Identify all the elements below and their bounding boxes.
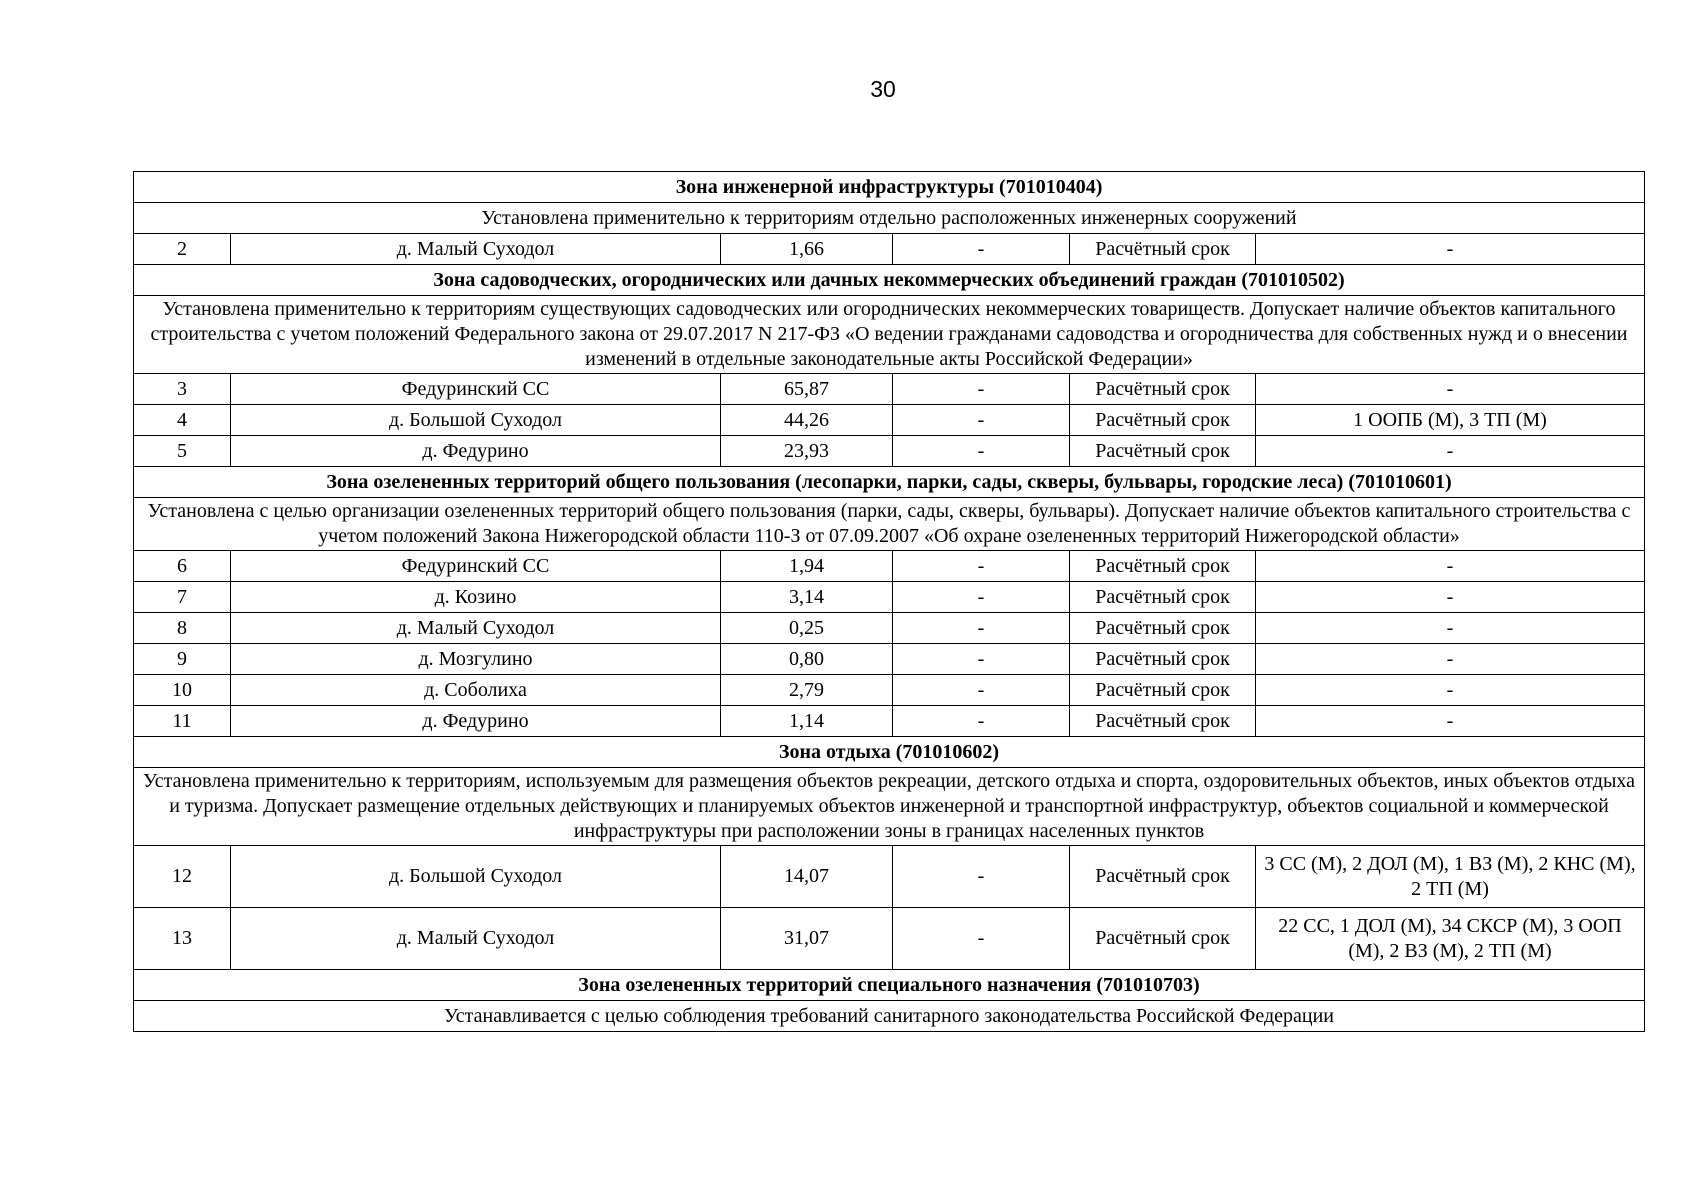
row-area: 23,93 — [721, 436, 893, 467]
row-objects: - — [1256, 644, 1645, 675]
row-objects: - — [1256, 436, 1645, 467]
zone-description: Установлена применительно к территориям существующих садоводческих или огороднических некоммерческих товариществ. Допускает наличие объектов капитального строительства с учетом положений Федерального закона от 29.07.2017 N 217-ФЗ «О ведении гражданами садоводства и огородничества для собственных нужд и о внесении изменений в отдельные законодательные акты Российской Федерации» — [134, 296, 1645, 374]
row-number: 3 — [134, 374, 231, 405]
row-term: Расчётный срок — [1070, 908, 1256, 970]
table-row — [134, 613, 1645, 644]
row-area: 44,26 — [721, 405, 893, 436]
row-number: 11 — [134, 706, 231, 737]
row-number: 6 — [134, 551, 231, 582]
table-row — [134, 706, 1645, 737]
row-area: 1,66 — [721, 234, 893, 265]
row-term: Расчётный срок — [1070, 436, 1256, 467]
row-area: 14,07 — [721, 846, 893, 908]
row-term: Расчётный срок — [1070, 846, 1256, 908]
row-objects: 3 СС (М), 2 ДОЛ (М), 1 ВЗ (М), 2 КНС (М), 2 ТП (М) — [1256, 846, 1645, 908]
row-value: - — [893, 582, 1070, 613]
row-value: - — [893, 644, 1070, 675]
row-location: д. Федурино — [231, 436, 721, 467]
zone-description-row — [134, 498, 1645, 551]
row-area: 0,25 — [721, 613, 893, 644]
row-objects: - — [1256, 234, 1645, 265]
zone-header — [134, 172, 1645, 203]
row-number: 4 — [134, 405, 231, 436]
row-location: д. Федурино — [231, 706, 721, 737]
row-objects: - — [1256, 613, 1645, 644]
row-location: д. Мозгулино — [231, 644, 721, 675]
row-number: 13 — [134, 908, 231, 970]
row-objects: 1 ООПБ (М), 3 ТП (М) — [1256, 405, 1645, 436]
table-row — [134, 644, 1645, 675]
row-location: д. Соболиха — [231, 675, 721, 706]
row-location: д. Малый Суходол — [231, 908, 721, 970]
row-location: д. Большой Суходол — [231, 405, 721, 436]
row-objects: - — [1256, 374, 1645, 405]
row-value: - — [893, 234, 1070, 265]
zone-description: Установлена с целью организации озелененных территорий общего пользования (парки, сады, скверы, бульвары). Допускает наличие объектов капитального строительства с учетом положений Закона Нижегородской области 110-З от 07.09.2007 «Об охране озелененных территорий Нижегородской области» — [134, 498, 1645, 551]
row-number: 9 — [134, 644, 231, 675]
row-number: 5 — [134, 436, 231, 467]
row-term: Расчётный срок — [1070, 706, 1256, 737]
row-objects: - — [1256, 675, 1645, 706]
row-term: Расчётный срок — [1070, 374, 1256, 405]
row-value: - — [893, 405, 1070, 436]
row-number: 2 — [134, 234, 231, 265]
zone-description: Установлена применительно к территориям отдельно расположенных инженерных сооружений — [134, 203, 1645, 234]
zone-description-row — [134, 768, 1645, 846]
row-value: - — [893, 436, 1070, 467]
table-row — [134, 675, 1645, 706]
row-area: 1,14 — [721, 706, 893, 737]
zone-header — [134, 467, 1645, 498]
row-location: д. Малый Суходол — [231, 234, 721, 265]
zone-description: Установлена применительно к территориям, используемым для размещения объектов рекреации, детского отдыха и спорта, оздоровительных объектов, иных объектов отдыха и туризма. Допускает размещение отдельных действующих и планируемых объектов инженерной и транспортной инфраструктур, объектов социальной и коммерческой инфраструктуры при расположении зоны в границах населенных пунктов — [134, 768, 1645, 846]
row-value: - — [893, 551, 1070, 582]
row-value: - — [893, 706, 1070, 737]
row-area: 0,80 — [721, 644, 893, 675]
row-area: 31,07 — [721, 908, 893, 970]
row-term: Расчётный срок — [1070, 644, 1256, 675]
table-row — [134, 846, 1645, 908]
zone-title: Зона инженерной инфраструктуры (701010404) — [134, 172, 1645, 203]
row-location: Федуринский СС — [231, 551, 721, 582]
row-value: - — [893, 613, 1070, 644]
zone-header — [134, 737, 1645, 768]
table-row — [134, 551, 1645, 582]
row-number: 7 — [134, 582, 231, 613]
row-term: Расчётный срок — [1070, 405, 1256, 436]
zone-title: Зона отдыха (701010602) — [134, 737, 1645, 768]
row-term: Расчётный срок — [1070, 234, 1256, 265]
row-value: - — [893, 846, 1070, 908]
zone-header — [134, 970, 1645, 1001]
row-term: Расчётный срок — [1070, 582, 1256, 613]
zone-title: Зона озелененных территорий специального назначения (701010703) — [134, 970, 1645, 1001]
row-term: Расчётный срок — [1070, 551, 1256, 582]
row-area: 2,79 — [721, 675, 893, 706]
table-row — [134, 374, 1645, 405]
zone-description-row — [134, 296, 1645, 374]
row-value: - — [893, 908, 1070, 970]
row-objects: - — [1256, 582, 1645, 613]
zone-description: Устанавливается с целью соблюдения требований санитарного законодательства Российской Федерации — [134, 1001, 1645, 1032]
table-row — [134, 908, 1645, 970]
row-number: 8 — [134, 613, 231, 644]
row-number: 12 — [134, 846, 231, 908]
row-number: 10 — [134, 675, 231, 706]
zone-title: Зона озелененных территорий общего пользования (лесопарки, парки, сады, скверы, бульвары, городские леса) (701010601) — [134, 467, 1645, 498]
row-term: Расчётный срок — [1070, 613, 1256, 644]
table-row — [134, 582, 1645, 613]
row-location: д. Малый Суходол — [231, 613, 721, 644]
row-objects: 22 СС, 1 ДОЛ (М), 34 СКСР (М), 3 ООП (М), 2 ВЗ (М), 2 ТП (М) — [1256, 908, 1645, 970]
row-area: 1,94 — [721, 551, 893, 582]
zone-header — [134, 265, 1645, 296]
table-row — [134, 234, 1645, 265]
row-value: - — [893, 675, 1070, 706]
row-objects: - — [1256, 706, 1645, 737]
row-area: 65,87 — [721, 374, 893, 405]
page-number: 30 — [870, 76, 896, 102]
row-value: - — [893, 374, 1070, 405]
row-location: д. Козино — [231, 582, 721, 613]
zone-description-row — [134, 203, 1645, 234]
zones-table — [133, 171, 1645, 1032]
zone-description-row — [134, 1001, 1645, 1032]
table-row — [134, 405, 1645, 436]
row-objects: - — [1256, 551, 1645, 582]
table-row — [134, 436, 1645, 467]
zone-title: Зона садоводческих, огороднических или дачных некоммерческих объединений граждан (701010502) — [134, 265, 1645, 296]
row-location: Федуринский СС — [231, 374, 721, 405]
row-term: Расчётный срок — [1070, 675, 1256, 706]
row-location: д. Большой Суходол — [231, 846, 721, 908]
row-area: 3,14 — [721, 582, 893, 613]
